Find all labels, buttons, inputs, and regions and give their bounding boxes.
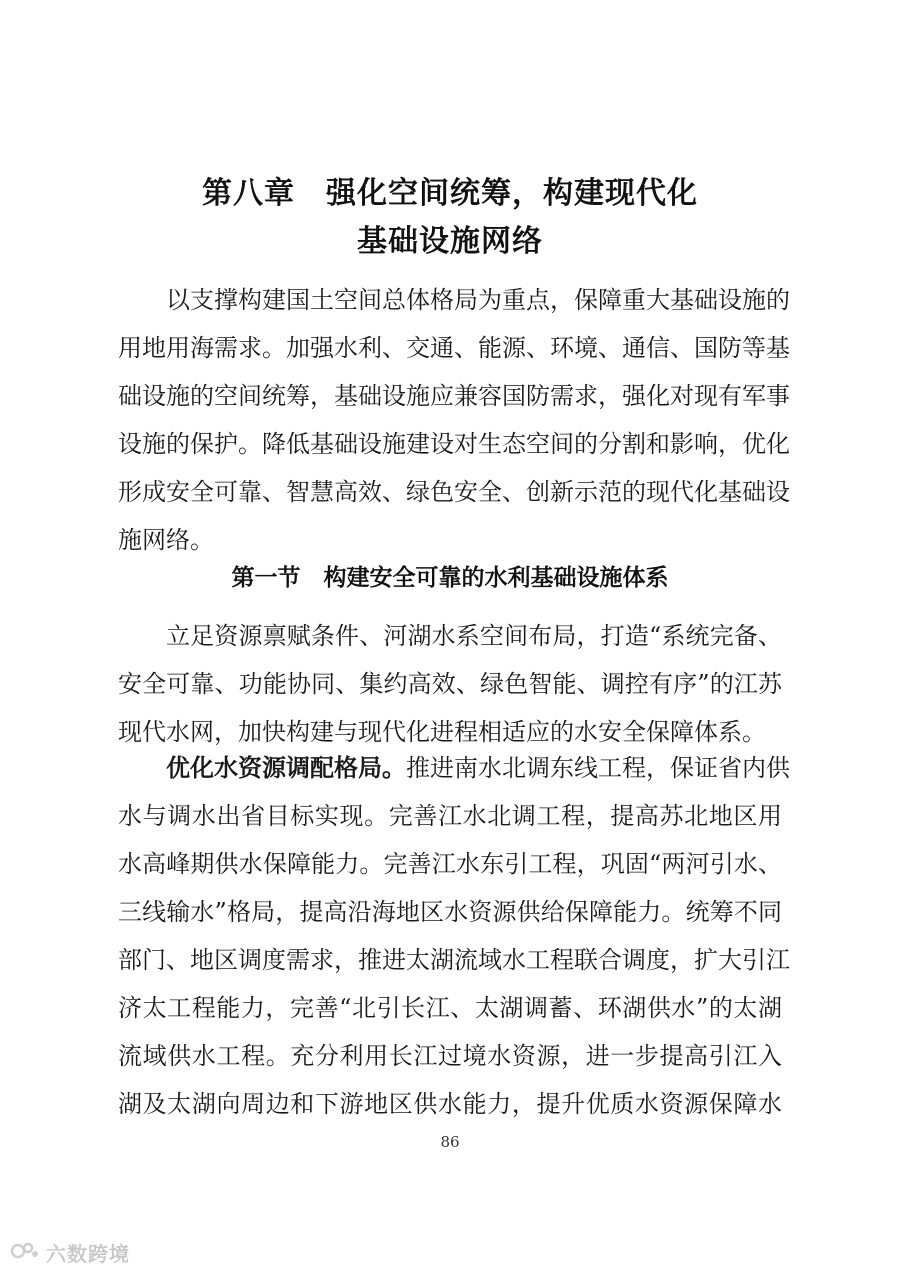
intro-paragraph: [118, 276, 790, 564]
paragraph-line: 流域供水工程。充分利用长江过境水资源，进一步提高引江入: [118, 1042, 782, 1070]
paragraph-line: 形成安全可靠、智慧高效、绿色安全、创新示范的现代化基础设: [118, 478, 790, 506]
chapter-title-line-1: 第八章 强化空间统筹，构建现代化: [202, 176, 698, 211]
paragraph-line: 础设施的空间统筹，基础设施应兼容国防需求，强化对现有军事: [118, 382, 790, 410]
paragraph-line: 设施的保护。降低基础设施建设对生态空间的分割和影响，优化: [118, 430, 790, 458]
section-title: 第一节 构建安全可靠的水利基础设施体系: [231, 565, 669, 591]
paragraph-line: 现代水网，加快构建与现代化进程相适应的水安全保障体系。: [118, 718, 766, 746]
paragraph-line: 立足资源禀赋条件、河湖水系空间布局，打造“系统完备、: [166, 622, 782, 650]
paragraph-line: 施网络。: [118, 526, 214, 554]
page-number: 86: [440, 1133, 460, 1151]
chapter-title-line-2: 基础设施网络: [357, 224, 543, 259]
paragraph-line: 用地用海需求。加强水利、交通、能源、环境、通信、国防等基: [118, 334, 790, 362]
watermark-text: 六数跨境: [46, 1242, 130, 1266]
paragraph-line: 济太工程能力，完善“北引长江、太湖调蓄、环湖供水”的太湖: [118, 994, 782, 1022]
paragraph-line-rest: 推进南水北调东线工程，保证省内供: [406, 754, 790, 782]
paragraph-line: 以支撑构建国土空间总体格局为重点，保障重大基础设施的: [166, 286, 790, 314]
paragraph-line: 安全可靠、功能协同、集约高效、绿色智能、调控有序”的江苏: [118, 670, 782, 698]
watermark: [10, 1238, 130, 1267]
water-system-paragraph: [118, 612, 782, 756]
paragraph-line: 三线输水”格局，提高沿海地区水资源供给保障能力。统筹不同: [118, 898, 782, 926]
paragraph-line-first: [118, 744, 790, 792]
paragraph-line: 水高峰期供水保障能力。完善江水东引工程，巩固“两河引水、: [118, 850, 782, 878]
paragraph-line: 部门、地区调度需求，推进太湖流域水工程联合调度，扩大引江: [118, 946, 790, 974]
water-allocation-paragraph: [118, 744, 790, 1128]
paragraph-line: 湖及太湖向周边和下游地区供水能力，提升优质水资源保障水: [118, 1090, 782, 1118]
watermark-logo-icon: [10, 1239, 40, 1267]
paragraph-lead-heading: 优化水资源调配格局。: [166, 753, 406, 782]
paragraph-line: 水与调水出省目标实现。完善江水北调工程，提高苏北地区用: [118, 802, 782, 830]
